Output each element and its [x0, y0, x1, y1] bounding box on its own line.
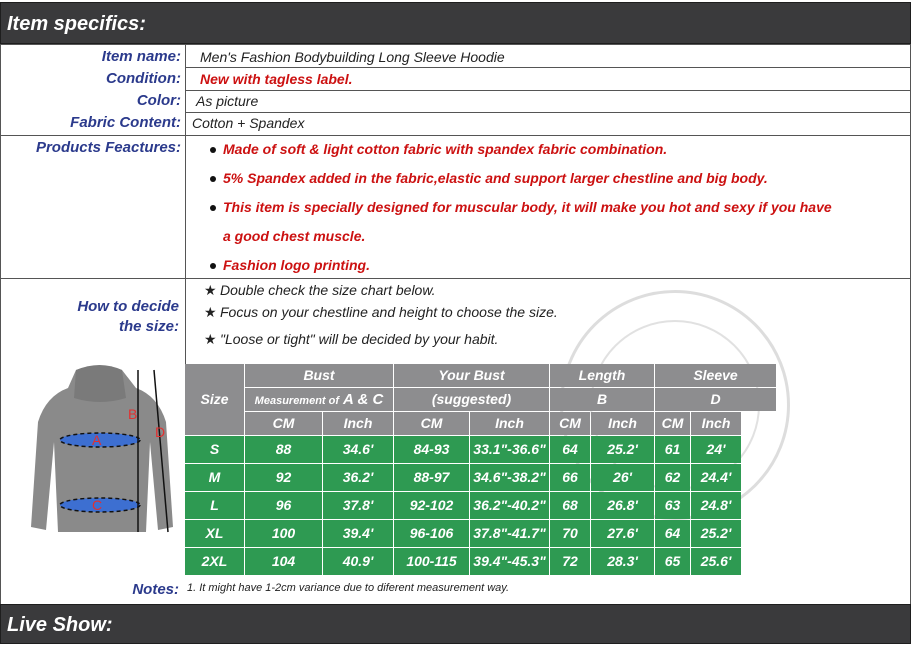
your-bust-header: Your Bust [394, 364, 549, 387]
table-cell: 61 [655, 436, 690, 463]
star-icon: ★ [204, 304, 217, 320]
table-cell: 28.3' [591, 548, 654, 575]
feature-item: Fashion logo printing. [210, 257, 370, 273]
table-cell: 100 [245, 520, 322, 547]
condition-value: New with tagless label. [200, 71, 353, 87]
divider [0, 135, 911, 136]
hoodie-diagram [18, 362, 183, 542]
divider [185, 44, 186, 364]
table-cell: 62 [655, 464, 690, 491]
size-table [185, 364, 776, 574]
item-specifics-title: Item specifics: [7, 13, 146, 35]
notes-text: 1. It might have 1-2cm variance due to diferent measurement way. [187, 582, 510, 594]
bust-sub-big: A & C [343, 391, 384, 408]
table-cell: 64 [550, 436, 590, 463]
table-cell: 100-115 [394, 548, 469, 575]
unit-inch: Inch [591, 412, 654, 435]
table-cell: 27.6' [591, 520, 654, 547]
size-label: 2XL [185, 548, 244, 575]
unit-inch: Inch [691, 412, 741, 435]
table-cell: 64 [655, 520, 690, 547]
table-cell: 92-102 [394, 492, 469, 519]
table-cell: 33.1"-36.6" [470, 436, 549, 463]
hoodie-hood [74, 365, 126, 402]
table-cell: 104 [245, 548, 322, 575]
table-cell: 72 [550, 548, 590, 575]
table-cell: 39.4' [323, 520, 393, 547]
unit-cm: CM [550, 412, 590, 435]
feature-item: 5% Spandex added in the fabric,elastic and support larger chestline and big body. [210, 170, 768, 186]
size-label: S [185, 436, 244, 463]
size-label: L [185, 492, 244, 519]
divider [0, 44, 1, 606]
fabric-value: Cotton + Spandex [192, 115, 305, 131]
table-cell: 96 [245, 492, 322, 519]
bust-subheader [245, 388, 393, 411]
bullet-icon [210, 263, 216, 269]
item-name-label: Item name: [101, 48, 181, 65]
item-specifics-header [0, 2, 911, 44]
table-cell: 26' [591, 464, 654, 491]
live-show-title: Live Show: [7, 614, 113, 636]
table-cell: 25.2' [691, 520, 741, 547]
table-cell: 34.6' [323, 436, 393, 463]
your-bust-subheader: (suggested) [394, 388, 549, 411]
label-a: A [92, 432, 102, 448]
table-cell: 40.9' [323, 548, 393, 575]
table-cell: 88 [245, 436, 322, 463]
divider [0, 278, 911, 279]
label-b: B [128, 406, 138, 422]
label-c: C [92, 497, 103, 513]
color-label: Color: [136, 92, 181, 109]
unit-inch: Inch [323, 412, 393, 435]
table-cell: 37.8' [323, 492, 393, 519]
unit-cm: CM [245, 412, 322, 435]
bust-header: Bust [245, 364, 393, 387]
color-value: As picture [196, 93, 259, 109]
table-cell: 24.4' [691, 464, 741, 491]
bust-sub-small: Measurement of [254, 395, 340, 407]
label-d: D [155, 424, 166, 440]
unit-cm: CM [655, 412, 690, 435]
size-label: XL [185, 520, 244, 547]
feature-item: Made of soft & light cotton fabric with spandex fabric combination. [210, 141, 667, 157]
fabric-label: Fabric Content: [70, 114, 181, 131]
sleeve-subheader: D [655, 388, 776, 411]
condition-label: Condition: [106, 70, 181, 87]
length-header: Length [550, 364, 654, 387]
table-cell: 36.2' [323, 464, 393, 491]
table-cell: 24' [691, 436, 741, 463]
feature-item-continued: a good chest muscle. [223, 228, 366, 244]
table-cell: 92 [245, 464, 322, 491]
divider [185, 90, 911, 91]
divider [185, 67, 911, 68]
bullet-icon [210, 205, 216, 211]
sleeve-header: Sleeve [655, 364, 776, 387]
size-label: M [185, 464, 244, 491]
table-cell: 34.6"-38.2" [470, 464, 549, 491]
divider [0, 44, 911, 45]
table-cell: 39.4"-45.3" [470, 548, 549, 575]
sizing-label-line2: the size: [118, 318, 179, 335]
bullet-icon [210, 176, 216, 182]
feature-item: This item is specially designed for muscular body, it will make you hot and sexy if you have [210, 199, 832, 215]
star-icon: ★ [204, 282, 217, 298]
live-show-header [0, 604, 911, 644]
table-cell: 24.8' [691, 492, 741, 519]
bullet-icon [210, 147, 216, 153]
unit-cm: CM [394, 412, 469, 435]
table-cell: 36.2"-40.2" [470, 492, 549, 519]
sizing-label-line1: How to decide [77, 298, 179, 315]
table-cell: 25.2' [591, 436, 654, 463]
sizing-tip: ★ Focus on your chestline and height to choose the size. [204, 304, 558, 320]
notes-label: Notes: [132, 581, 179, 598]
sizing-tip: ★ Double check the size chart below. [204, 282, 436, 298]
sizing-tip: ★ "Loose or tight" will be decided by your habit. [204, 331, 499, 347]
table-cell: 63 [655, 492, 690, 519]
table-cell: 88-97 [394, 464, 469, 491]
features-label: Products Feactures: [35, 139, 181, 156]
table-cell: 37.8"-41.7" [470, 520, 549, 547]
table-cell: 65 [655, 548, 690, 575]
divider [185, 112, 911, 113]
star-icon: ★ [204, 331, 217, 347]
item-name-value: Men's Fashion Bodybuilding Long Sleeve Hoodie [200, 49, 505, 65]
table-cell: 66 [550, 464, 590, 491]
size-header: Size [185, 364, 244, 435]
length-subheader: B [550, 388, 654, 411]
table-cell: 25.6' [691, 548, 741, 575]
table-cell: 68 [550, 492, 590, 519]
table-cell: 96-106 [394, 520, 469, 547]
table-cell: 70 [550, 520, 590, 547]
table-cell: 26.8' [591, 492, 654, 519]
unit-inch: Inch [470, 412, 549, 435]
table-cell: 84-93 [394, 436, 469, 463]
